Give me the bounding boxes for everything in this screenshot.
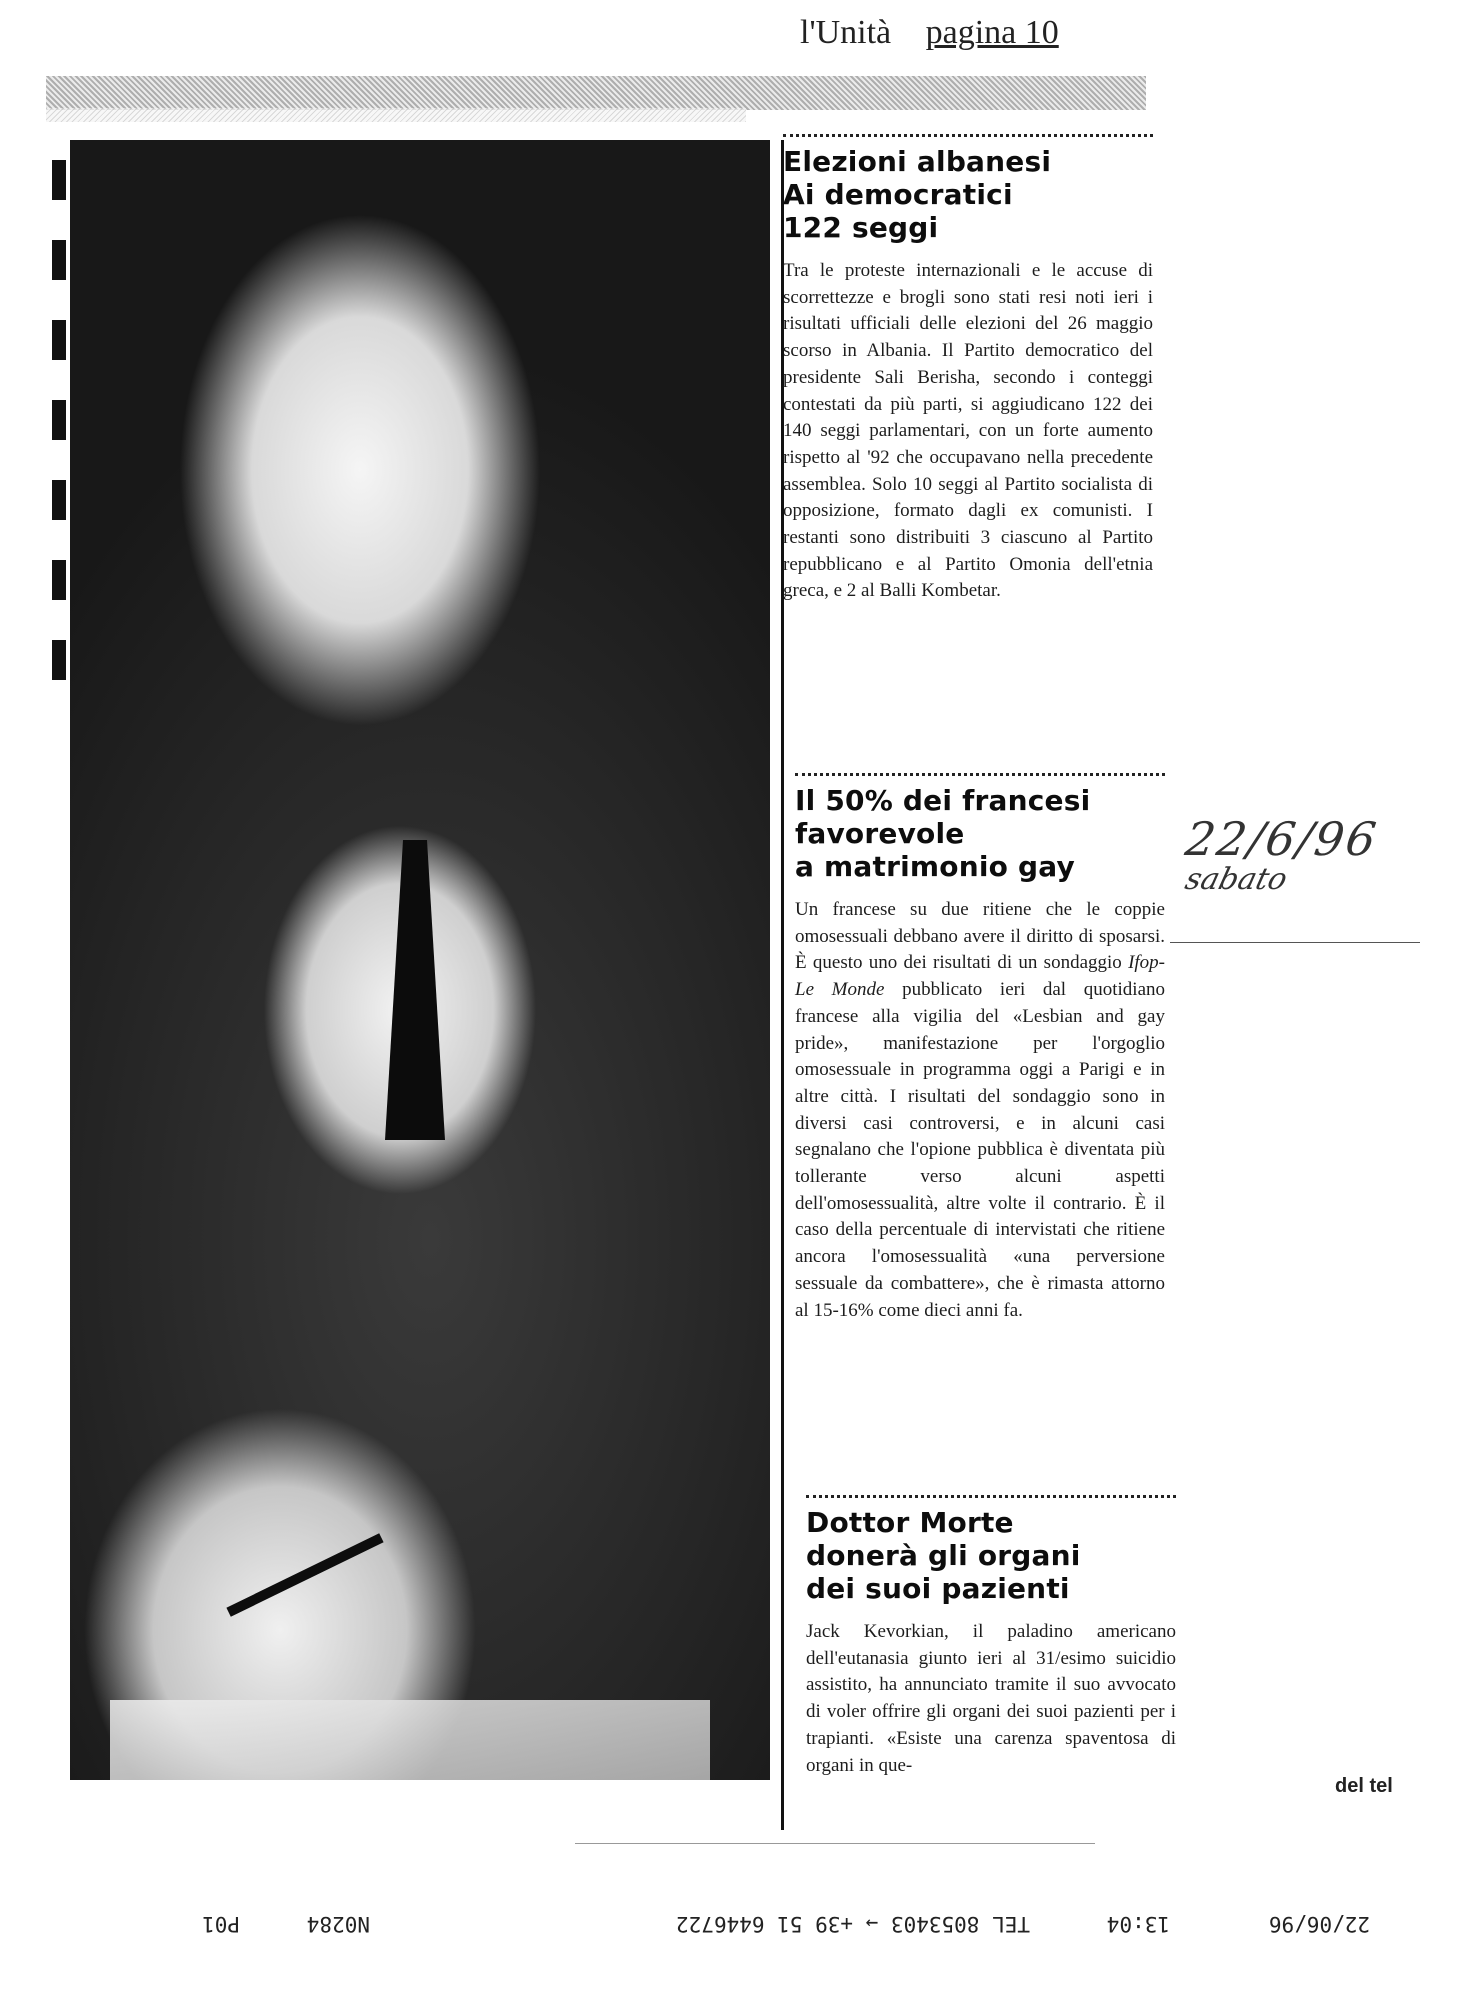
binding-mark <box>52 160 66 200</box>
edge-text-fragment: del tel <box>1335 1775 1393 1797</box>
handwritten-annotation <box>1181 812 1382 897</box>
handwritten-date: 22/6/96 <box>1182 812 1382 866</box>
handwritten-underline <box>1170 942 1420 943</box>
fax-date: 22/06/96 <box>1268 1912 1370 1936</box>
binding-mark <box>52 640 66 680</box>
dotted-separator <box>806 1495 1176 1498</box>
article-body: Jack Kevorkian, il paladino americano dell'eutanasia giunto ieri al 31/esimo suicidio assistito, ha annunciato tramite il suo avvocato di voler offrire gli organi dei suoi pazienti per i trapianti. «Esiste una carenza spaventosa di organi in que- <box>806 1621 1176 1776</box>
header-hatch-band-lower <box>46 108 746 122</box>
binding-mark <box>52 320 66 360</box>
fax-transmission-footer <box>120 1906 1370 1936</box>
publication-name: l'Unità <box>800 14 892 51</box>
fax-tel: TEL 8053403 → +39 51 6446722 <box>675 1912 1030 1936</box>
photo-tie-shape <box>385 840 445 1140</box>
fax-job-number: N0284 <box>306 1912 370 1936</box>
dotted-separator <box>783 134 1153 137</box>
article-dottor-morte <box>806 1495 1176 1779</box>
binding-mark <box>52 480 66 520</box>
handwritten-day: sabato <box>1181 862 1291 897</box>
binding-mark <box>52 400 66 440</box>
news-photo-man-signing <box>70 140 770 1780</box>
dotted-separator <box>795 773 1165 776</box>
clipping-bottom-edge <box>575 1843 1095 1844</box>
header-hatch-band <box>46 76 1146 110</box>
poll-source: Ifop-Le Monde <box>795 952 1166 1001</box>
photo-pen-shape <box>226 1533 383 1617</box>
page-number: pagina 10 <box>925 14 1059 51</box>
article-headline: Elezioni albanesi Ai democratici 122 seggi <box>783 145 1052 244</box>
binding-mark <box>52 240 66 280</box>
article-albanian-elections <box>783 134 1153 605</box>
article-headline: Il 50% dei francesi favorevole a matrimonio gay <box>795 784 1091 883</box>
article-body: Un francese su due ritiene che le coppie omosessuali debbano avere il diritto di sposarsi. È questo uno dei risultati di un sondaggio Ifop-Le Monde pubblicato ieri dal quotidiano francese alla vigilia del «Lesbian and gay pride», manifestazione per l'orgoglio omosessuale in programma oggi a Parigi e in altre città. I risultati del sondaggio sono in diversi casi controversi, e in alcuni casi segnalano che l'opione pubblica è diventata più tollerante verso alcuni aspetti dell'omosessualità, altre volte il contrario. È il caso della percentuale di intervistati che ritiene ancora l'omosessualità «una perversione sessuale da combattere», che è rimasta attorno al 15-16% come dieci anni fa. <box>795 899 1166 1321</box>
page-header <box>800 14 1059 52</box>
fax-page-number: P01 <box>202 1912 240 1936</box>
article-headline: Dottor Morte donerà gli organi dei suoi pazienti <box>806 1506 1081 1605</box>
fax-time: 13:04 <box>1106 1912 1170 1936</box>
photo-paper-shape <box>110 1700 710 1780</box>
binding-mark <box>52 560 66 600</box>
article-body: Tra le proteste internazionali e le accuse di scorrettezze e brogli sono stati resi noti ieri i risultati ufficiali delle elezioni del 26 maggio scorso in Albania. Il Partito democratico del presidente Sali Berisha, secondo i conteggi contestati da più parti, si aggiudicano 122 dei 140 seggi parlamentari, con un forte aumento rispetto al '92 che occupavano nella precedente assemblea. Solo 10 seggi al Partito socialista di opposizione, formato dagli ex comunisti. I restanti sono distribuiti 3 ciascuno al Partito repubblicano e al Partito Omonia dell'etnia greca, e 2 al Balli Kombetar. <box>783 260 1153 602</box>
article-french-poll <box>795 773 1165 1324</box>
